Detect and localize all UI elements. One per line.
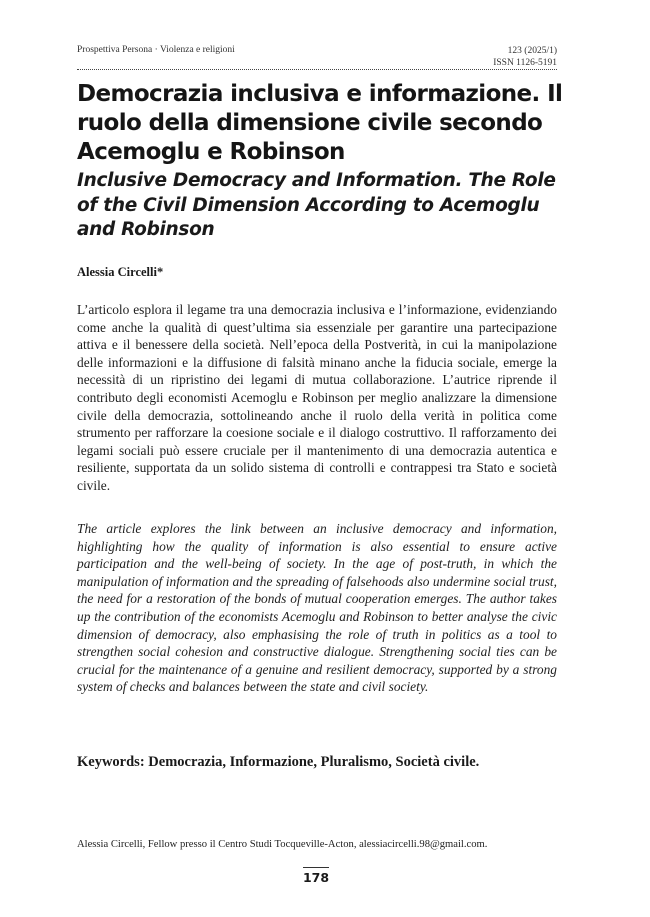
title-italian: Democrazia inclusiva e informazione. Il ruolo della dimensione civile secondo Acemoglu e Robinson bbox=[77, 81, 563, 165]
issue-number: 123 (2025/1) bbox=[507, 46, 557, 56]
title-english: Inclusive Democracy and Information. The Role of the Civil Dimension According to Acemoglu and Robinson bbox=[77, 170, 556, 240]
author-footnote: Alessia Circelli, Fellow presso il Centro Studi Tocqueville-Acton, alessiacircelli.98@gmail.com. bbox=[77, 839, 488, 850]
header-divider bbox=[77, 69, 557, 70]
page-number: 178 bbox=[302, 870, 330, 885]
page-number-rule bbox=[303, 867, 329, 868]
issue-info bbox=[493, 45, 557, 69]
journal-header: Prospettiva Persona · Violenza e religioni bbox=[77, 45, 235, 55]
abstract-english: The article explores the link between an inclusive democracy and information, highlighting how the quality of information is also essential to ensure active participation and the well-being of society. In the age of post-truth, in which the manipulation of information and the spreading of falsehoods also undermine social trust, the need for a restoration of the bonds of mutual cooperation emerges. The author takes up the contribution of the economists Acemoglu and Robinson to better analyse the civic dimension of democracy, also emphasising the role of truth in politics as a tool to strengthen social cohesion and constructive dialogue. Strengthening social ties can be crucial for the maintenance of a genuine and resilient democracy, supported by a strong system of checks and balances between the state and civil society. bbox=[77, 521, 557, 695]
abstract-italian: L’articolo esplora il legame tra una democrazia inclusiva e l’informazione, evidenziando come anche la qualità di quest’ultima sia essenziale per garantire una partecipazione attiva e il benessere della società. Nell’epoca della Postverità, in cui la manipolazione delle informazioni e la diffusione di falsità minano anche la fiducia sociale, emerge la necessità di un ripristino dei legami di mutua collaborazione. L’autrice riprende il contributo degli economisti Acemoglu e Robinson per meglio analizzare la dimensione civile della democrazia, sottolineando anche il ruolo della verità in politica come strumento per rafforzare la coesione sociale e il dialogo costruttivo. Il rafforzamento dei legami sociali può essere cruciale per il mantenimento di una democrazia autentica e resiliente, supportata da un solido sistema di controlli e contrappesi tra Stato e società civile. bbox=[77, 302, 557, 493]
keywords: Keywords: Democrazia, Informazione, Pluralismo, Società civile. bbox=[77, 754, 480, 770]
issn: ISSN 1126-5191 bbox=[493, 58, 557, 68]
author-name: Alessia Circelli* bbox=[77, 265, 164, 279]
